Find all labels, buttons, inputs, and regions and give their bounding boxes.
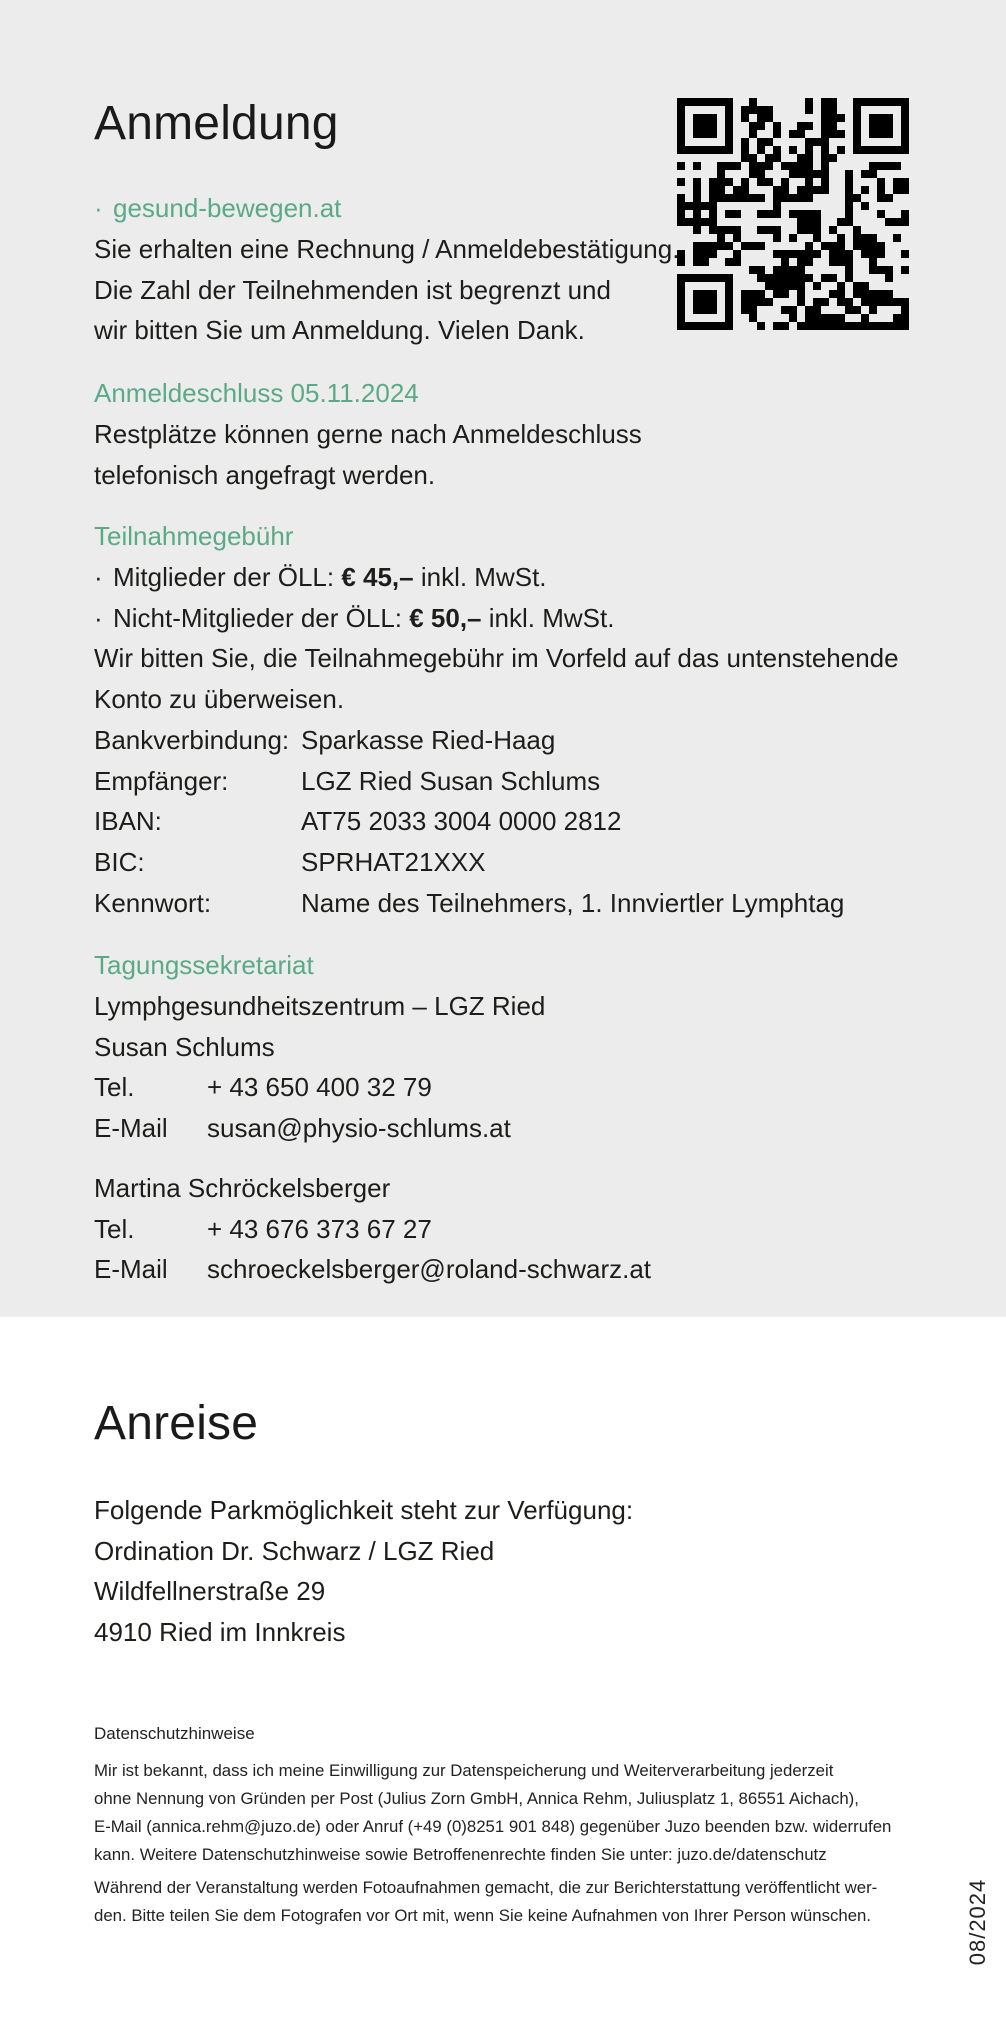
privacy-line: ohne Nennung von Gründen per Post (Julius Zorn GmbH, Annica Rehm, Juliusplatz 1, 86551 Aichach), bbox=[94, 1789, 859, 1808]
registration-title: Anmeldung bbox=[94, 97, 339, 150]
travel-line: Folgende Parkmöglichkeit steht zur Verfügung: bbox=[94, 1495, 634, 1525]
privacy-line: Mir ist bekannt, dass ich meine Einwilligung zur Datenspeicherung und Weiterverarbeitung jederzeit bbox=[94, 1761, 834, 1780]
deadline-line: Restplätze können gerne nach Anmeldeschluss bbox=[94, 419, 642, 449]
bank-row bbox=[94, 761, 899, 802]
privacy-para-1 bbox=[94, 1757, 891, 1869]
secretariat-org: Lymphgesundheitszentrum – LGZ Ried bbox=[94, 991, 546, 1021]
contact-label: E-Mail bbox=[94, 1113, 168, 1144]
contact-row bbox=[94, 1067, 545, 1108]
privacy-line: Während der Veranstaltung werden Fotoaufnahmen gemacht, die zur Berichterstattung veröffentlicht wer- bbox=[94, 1878, 878, 1897]
qr-code-icon[interactable] bbox=[677, 98, 909, 330]
contact-label: Tel. bbox=[94, 1072, 135, 1103]
intro-line: wir bitten Sie um Anmeldung. Vielen Dank. bbox=[94, 315, 585, 346]
deadline-text bbox=[94, 414, 642, 495]
bullet-icon: · bbox=[94, 562, 103, 592]
registration-intro bbox=[94, 229, 679, 351]
deadline-line: telefonisch angefragt werden. bbox=[94, 459, 436, 490]
contact-row bbox=[94, 1249, 651, 1290]
bank-label: Kennwort: bbox=[94, 887, 212, 918]
secretariat-block bbox=[94, 986, 545, 1149]
contact-row bbox=[94, 1209, 651, 1250]
travel-line: Wildfellnerstraße 29 bbox=[94, 1576, 326, 1607]
privacy-line: kann. Weitere Datenschutzhinweise sowie Betroffenenrechte finden Sie unter: juzo.de/datenschutz bbox=[94, 1845, 827, 1864]
bullet-icon: · bbox=[94, 193, 103, 223]
bank-value: LGZ Ried Susan Schlums bbox=[301, 765, 601, 796]
contact-name: Martina Schröckelsberger bbox=[94, 1173, 391, 1203]
travel-address bbox=[94, 1490, 633, 1653]
fee-suffix: inkl. MwSt. bbox=[413, 562, 547, 592]
fee-label: Nicht-Mitglieder der ÖLL: bbox=[113, 602, 410, 633]
bank-value: Sparkasse Ried-Haag bbox=[301, 724, 556, 755]
contact-phone[interactable]: + 43 676 373 67 27 bbox=[207, 1213, 432, 1244]
privacy-line: den. Bitte teilen Sie dem Fotografen vor Ort mit, wenn Sie keine Aufnahmen von Ihrer Person wünschen. bbox=[94, 1906, 872, 1925]
fee-suffix: inkl. MwSt. bbox=[481, 602, 615, 633]
intro-line: Sie erhalten eine Rechnung / Anmeldebestätigung. bbox=[94, 234, 680, 264]
bank-row bbox=[94, 720, 899, 761]
privacy-title: Datenschutzhinweise bbox=[94, 1724, 255, 1743]
fee-label: Mitglieder der ÖLL: bbox=[113, 562, 342, 592]
bank-label: IBAN: bbox=[94, 806, 162, 837]
privacy-line: E-Mail (annica.rehm@juzo.de) oder Anruf (+49 (0)8251 901 848) gegenüber Juzo beenden bzw. widerrufen bbox=[94, 1817, 892, 1836]
contact-email[interactable]: schroeckelsberger@roland-schwarz.at bbox=[207, 1254, 652, 1285]
contact-label: E-Mail bbox=[94, 1254, 168, 1285]
print-date: 08/2024 bbox=[965, 1878, 990, 1966]
contact-label: Tel. bbox=[94, 1213, 135, 1244]
deadline-heading: Anmeldeschluss 05.11.2024 bbox=[94, 378, 419, 408]
fee-item bbox=[94, 557, 899, 598]
bank-label: Empfänger: bbox=[94, 765, 229, 796]
registration-link[interactable] bbox=[94, 188, 341, 229]
contact-row bbox=[94, 1108, 545, 1149]
qr-code-graphic bbox=[677, 98, 909, 330]
secretariat-heading: Tagungssekretariat bbox=[94, 950, 314, 980]
bank-row bbox=[94, 842, 899, 883]
registration-link-text[interactable]: gesund-bewegen.at bbox=[113, 193, 342, 223]
secretariat-contact-2 bbox=[94, 1168, 651, 1290]
fee-price: € 45,– bbox=[341, 562, 414, 592]
bank-row bbox=[94, 801, 899, 842]
bank-label: Bankverbindung: bbox=[94, 724, 290, 755]
transfer-line: Wir bitten Sie, die Teilnahmegebühr im Vorfeld auf das untenstehende bbox=[94, 643, 899, 674]
intro-line: Die Zahl der Teilnehmenden ist begrenzt und bbox=[94, 274, 611, 305]
contact-name: Susan Schlums bbox=[94, 1031, 275, 1062]
bank-value: SPRHAT21XXX bbox=[301, 846, 486, 877]
travel-title: Anreise bbox=[94, 1397, 259, 1450]
bank-value: AT75 2033 3004 0000 2812 bbox=[301, 806, 622, 837]
travel-line: 4910 Ried im Innkreis bbox=[94, 1617, 346, 1648]
fee-item bbox=[94, 598, 899, 639]
bullet-icon: · bbox=[94, 602, 103, 633]
transfer-line: Konto zu überweisen. bbox=[94, 684, 345, 715]
bank-label: BIC: bbox=[94, 846, 145, 877]
bank-value: Name des Teilnehmers, 1. Innviertler Lymphtag bbox=[301, 887, 845, 918]
contact-phone[interactable]: + 43 650 400 32 79 bbox=[207, 1072, 432, 1103]
fee-price: € 50,– bbox=[409, 602, 482, 633]
privacy-para-2 bbox=[94, 1874, 877, 1930]
fee-heading: Teilnahmegebühr bbox=[94, 521, 294, 551]
bank-row bbox=[94, 883, 899, 924]
travel-line: Ordination Dr. Schwarz / LGZ Ried bbox=[94, 1535, 495, 1566]
contact-email[interactable]: susan@physio-schlums.at bbox=[207, 1113, 511, 1144]
fee-list bbox=[94, 557, 899, 923]
